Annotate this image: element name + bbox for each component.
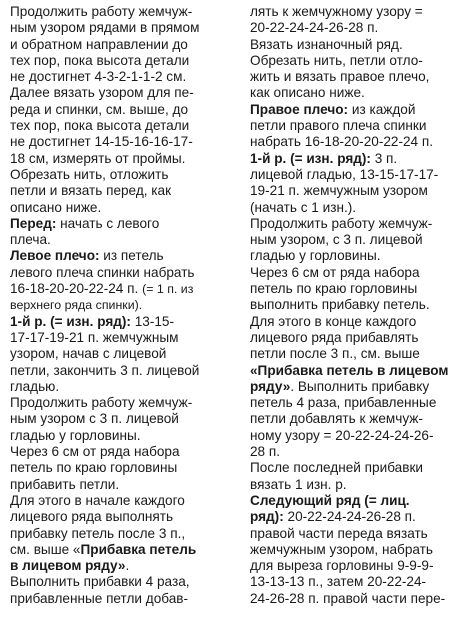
text-line [250, 477, 466, 493]
text-line [250, 428, 466, 444]
regular-text: ным узором, с 3 п. лицевой [250, 232, 423, 248]
bold-text: в лицевом ряду» [10, 558, 126, 574]
text-line [250, 4, 466, 20]
regular-text: как описано ниже. [250, 85, 365, 101]
text-line [250, 20, 466, 36]
regular-text: Продолжить работу жемчуж- [250, 215, 433, 231]
regular-text: начать с левого [56, 215, 160, 231]
text-line [10, 346, 232, 362]
regular-text: 18 см, измерять от проймы. [10, 150, 186, 166]
regular-text: тех пор, пока высота детали [10, 118, 190, 134]
small-text: верхнего ряда спинки). [10, 298, 143, 313]
text-line [250, 346, 466, 362]
regular-text: гладью у горловины. [250, 248, 381, 264]
regular-text: Для этого в начале каждого [10, 492, 185, 508]
regular-text: гладью у горловины. [10, 427, 141, 443]
regular-text: не достигнет 14-15-16-16-17- [10, 134, 193, 150]
bold-text: Перед: [10, 215, 57, 231]
regular-text: петли добавлять к жемчуж- [250, 411, 423, 427]
text-line [10, 444, 232, 460]
regular-text: (начать с 1 изн.). [250, 199, 357, 215]
text-line [250, 216, 466, 232]
regular-text: 13-15- [130, 313, 175, 329]
regular-text: левого плеча спинки набрать [10, 264, 195, 280]
text-line [250, 134, 466, 150]
text-line [10, 363, 232, 379]
text-line [250, 151, 466, 167]
text-line [250, 265, 466, 281]
text-line [10, 281, 232, 297]
text-line [10, 183, 232, 199]
text-line [250, 200, 466, 216]
text-line [250, 379, 466, 395]
regular-text: выполнить прибавку петель. [250, 297, 430, 313]
bold-text: Следующий ряд (= лиц. [250, 492, 410, 508]
regular-text: прибавку петель после 3 п., [10, 525, 186, 541]
bold-text: ряд): [250, 509, 284, 525]
regular-text: лицевого ряда выполнять [10, 509, 174, 525]
text-line [10, 118, 232, 134]
regular-text: Для этого в конце каждого [250, 313, 417, 329]
text-line [250, 526, 466, 542]
regular-text: ному узору = 20-22-24-24-26- [250, 427, 434, 443]
regular-text: Через 6 см от ряда набора [250, 264, 420, 280]
text-line [10, 314, 232, 330]
text-line [10, 493, 232, 509]
regular-text: 19-21 п. жемчужным узором [250, 183, 428, 199]
text-line [250, 509, 466, 525]
regular-text: лицевой гладью, 13-15-17-17- [250, 166, 439, 182]
regular-text: жить и вязать правое плечо, [250, 69, 430, 85]
text-line [250, 493, 466, 509]
regular-text: 16-18-20-20-22-24 п. [10, 281, 143, 297]
left-text-column [10, 4, 232, 607]
regular-text: Продолжить работу жемчуж- [10, 4, 193, 19]
text-line [10, 232, 232, 248]
text-line [10, 558, 232, 574]
text-line [250, 248, 466, 264]
regular-text: лицевого ряда прибавлять [250, 329, 419, 345]
text-line [250, 558, 466, 574]
text-line [10, 248, 232, 264]
regular-text: 28 п. [250, 444, 281, 460]
bold-text: Правое плечо: [250, 101, 349, 117]
text-line [10, 265, 232, 281]
text-line [10, 526, 232, 542]
text-line [250, 69, 466, 85]
regular-text: Обрезать нить, отложить [10, 166, 169, 182]
text-line [250, 53, 466, 69]
regular-text: ным узором рядами в прямом [10, 20, 200, 36]
text-line [10, 151, 232, 167]
regular-text: не достигнет 4-3-2-1-1-2 см. [10, 69, 187, 85]
text-line [10, 574, 232, 590]
text-line [10, 134, 232, 150]
bold-text: «Прибавка петель в лицевом [250, 362, 449, 378]
text-line [250, 37, 466, 53]
regular-text: и обратном направлении до [10, 36, 188, 52]
text-line [10, 167, 232, 183]
regular-text: набрать 16-18-20-20-22-24 п. [250, 134, 434, 150]
text-line [10, 411, 232, 427]
regular-text: реда и спинки, см. выше, до [10, 101, 189, 117]
text-line [10, 330, 232, 346]
regular-text: 3 п. [370, 150, 398, 166]
regular-text: из каждой [348, 101, 416, 117]
bold-text: 1-й р. (= изн. ряд): [10, 313, 131, 329]
text-line [250, 232, 466, 248]
text-line [10, 542, 232, 558]
regular-text: см. выше « [10, 541, 81, 557]
regular-text: 24-26-28 п. правой части пере- [250, 590, 446, 606]
regular-text: правой части переда вязать [250, 525, 428, 541]
text-line [250, 102, 466, 118]
text-line [10, 53, 232, 69]
regular-text: После последней прибавки [250, 460, 423, 476]
regular-text: петель по краю горловины [250, 281, 418, 297]
regular-text: описано ниже. [10, 199, 102, 215]
text-line [10, 297, 232, 313]
text-line [250, 330, 466, 346]
regular-text: для выреза горловины 9-9-9- [250, 558, 434, 574]
regular-text: гладью. [10, 378, 60, 394]
text-line [250, 85, 466, 101]
text-line [250, 574, 466, 590]
regular-text: . Выполнить прибавку [290, 378, 430, 394]
text-line [10, 102, 232, 118]
regular-text: из петель [99, 248, 164, 264]
text-line [250, 167, 466, 183]
bold-text: Левое плечо: [10, 248, 100, 264]
regular-text: прибавленные петли добав- [10, 590, 189, 606]
text-line [250, 542, 466, 558]
text-line [10, 509, 232, 525]
regular-text: 17-17-19-21 п. жемчужным [10, 329, 179, 345]
right-text-column [250, 4, 466, 607]
text-line [10, 69, 232, 85]
regular-text: петель по краю горловины [10, 460, 178, 476]
regular-text: Вязать изнаночный ряд. [250, 36, 403, 52]
text-line [10, 4, 232, 20]
text-line [250, 460, 466, 476]
text-line [250, 118, 466, 134]
regular-text: Обрезать нить, петли отло- [250, 52, 423, 68]
regular-text: ным узором с 3 п. лицевой [10, 411, 179, 427]
text-line [250, 411, 466, 427]
text-line [10, 395, 232, 411]
regular-text: Выполнить прибавки 4 раза, [10, 574, 190, 590]
regular-text: петли после 3 п., см. выше [250, 346, 420, 362]
regular-text: тех пор, пока высота детали [10, 52, 190, 68]
regular-text: Продолжить работу жемчуж- [10, 395, 193, 411]
text-line [250, 314, 466, 330]
text-line [10, 591, 232, 607]
small-text: (= 1 п. из [142, 282, 194, 297]
regular-text: петли, закончить 3 п. лицевой [10, 362, 200, 378]
bold-text: 1-й р. (= изн. ряд): [250, 150, 371, 166]
regular-text: . [125, 558, 130, 574]
regular-text: Далее вязать узором для пе- [10, 85, 194, 101]
regular-text: лять к жемчужному узору = [250, 4, 423, 19]
regular-text: Через 6 см от ряда набора [10, 444, 180, 460]
text-line [10, 477, 232, 493]
regular-text: жемчужным узором, набрать [250, 541, 433, 557]
regular-text: вязать 1 изн. р. [250, 476, 347, 492]
regular-text: узором, начав с лицевой [10, 346, 167, 362]
text-line [10, 379, 232, 395]
bold-text: ряду» [250, 378, 291, 394]
bold-text: Прибавка петель [80, 541, 197, 557]
text-line [10, 85, 232, 101]
text-line [10, 200, 232, 216]
text-line [250, 395, 466, 411]
regular-text: петли и вязать перед, как [10, 183, 172, 199]
text-line [250, 444, 466, 460]
regular-text: 13-13-13 п., затем 20-22-24- [250, 574, 427, 590]
regular-text: 20-22-24-24-26-28 п. [283, 509, 416, 525]
text-line [10, 37, 232, 53]
text-line [10, 460, 232, 476]
regular-text: петли правого плеча спинки [250, 118, 427, 134]
text-line [250, 363, 466, 379]
text-line [250, 297, 466, 313]
text-line [250, 591, 466, 607]
regular-text: петель 4 раза, прибавленные [250, 395, 437, 411]
text-line [10, 216, 232, 232]
regular-text: прибавить петли. [10, 476, 120, 492]
text-line [250, 281, 466, 297]
regular-text: 20-22-24-24-26-28 п. [250, 20, 379, 36]
regular-text: плеча. [10, 232, 51, 248]
text-line [10, 428, 232, 444]
text-line [10, 20, 232, 36]
text-line [250, 183, 466, 199]
